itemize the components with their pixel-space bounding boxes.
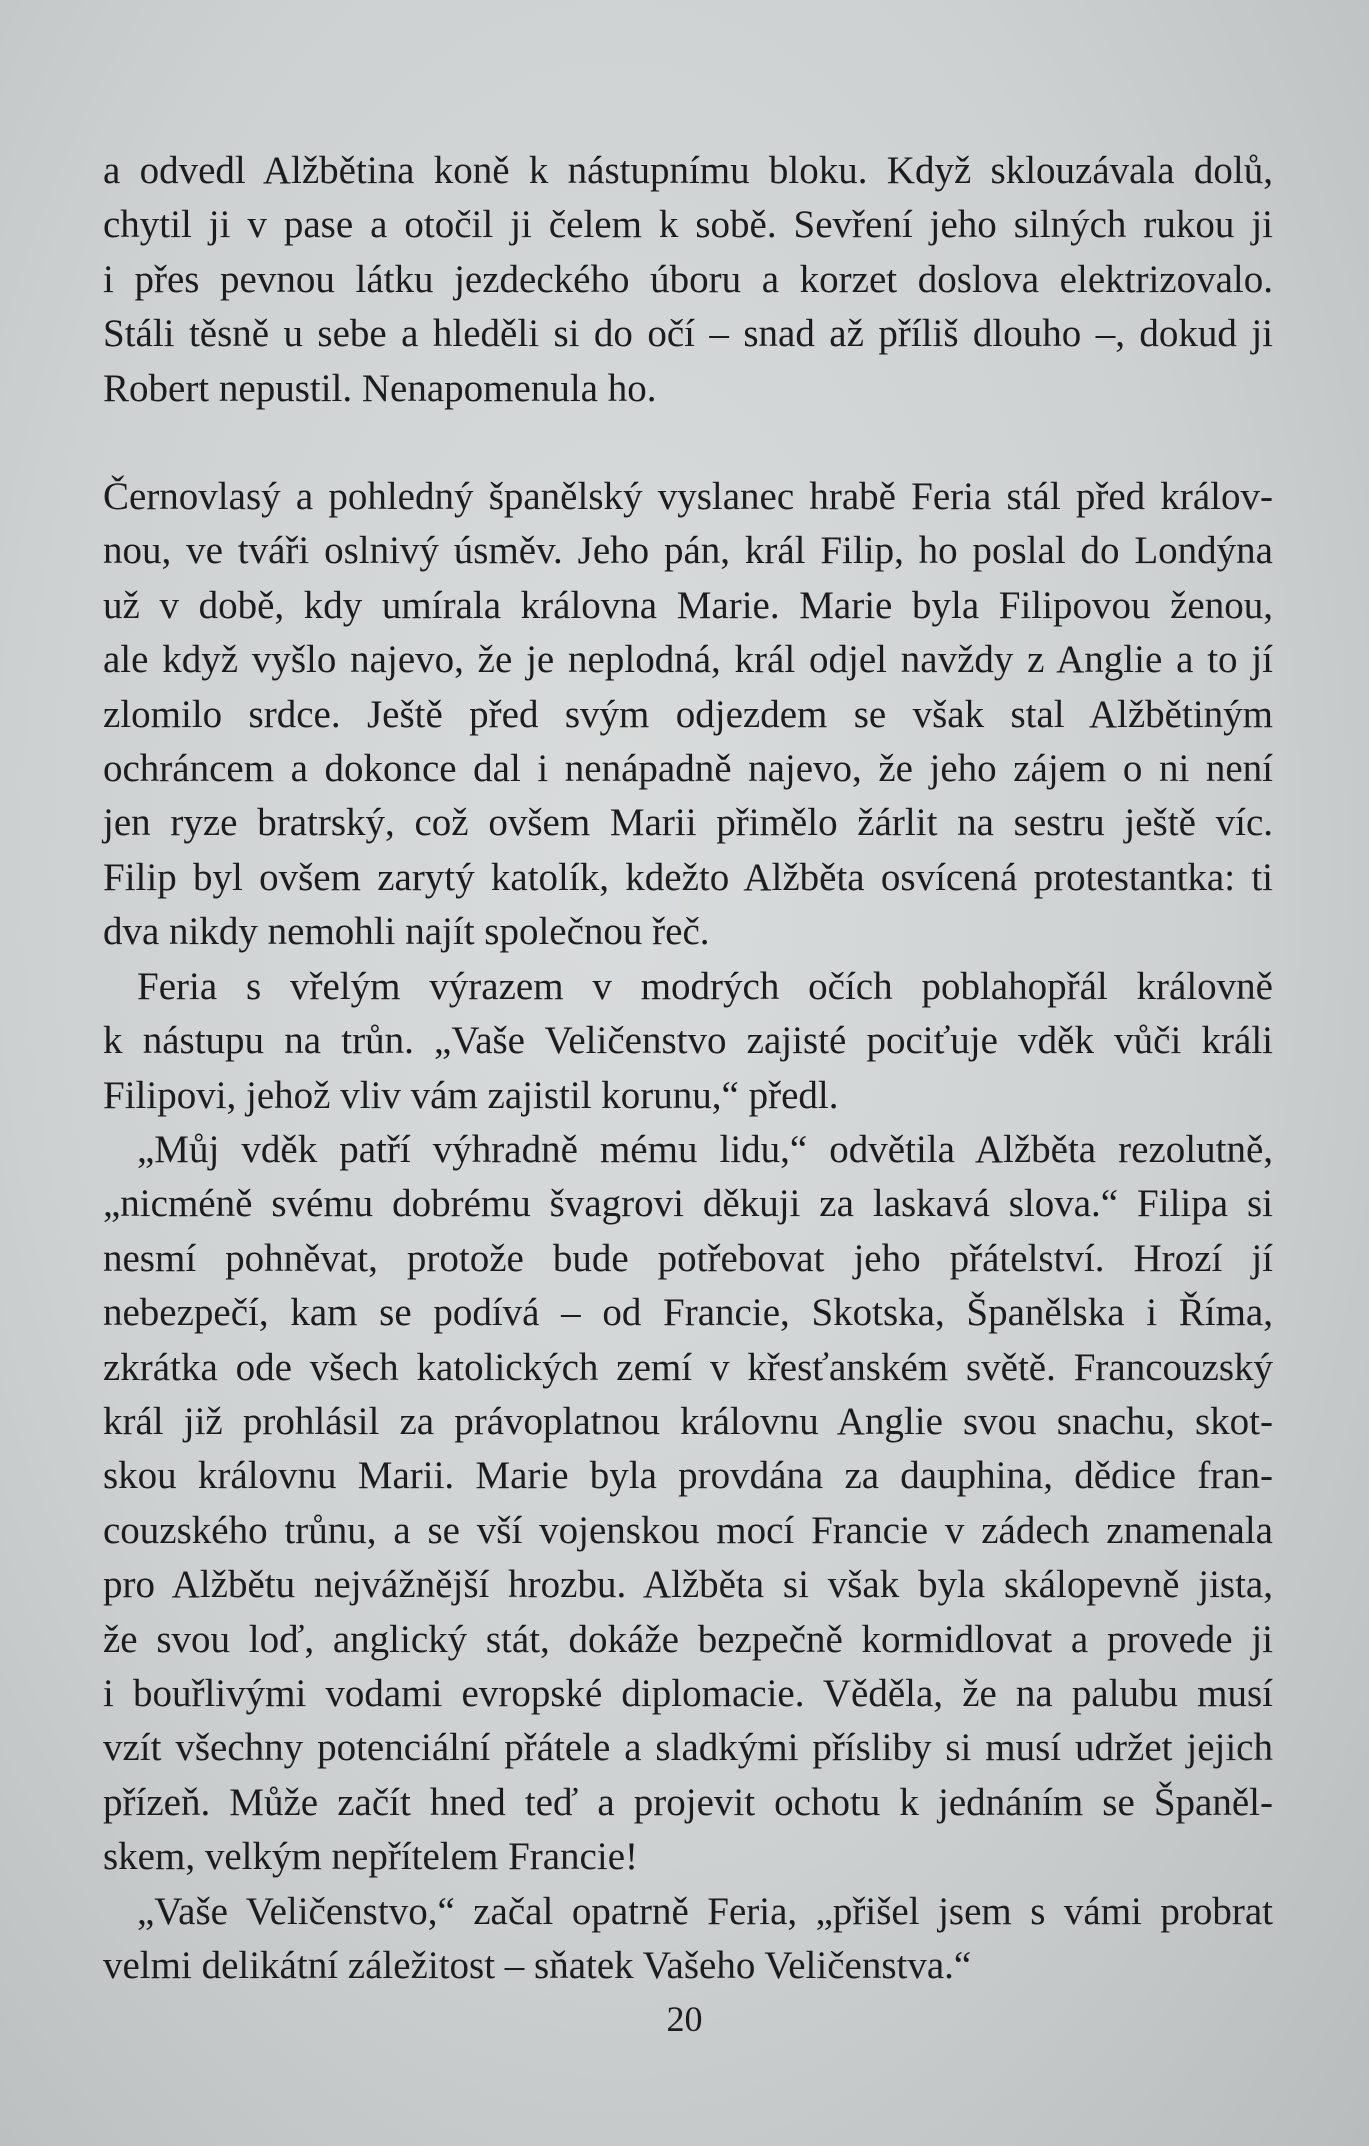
text-line: „nicméně svému dobrému švagrovi děkuji za laskavá slova.“ Filipa si	[103, 1182, 1273, 1226]
text-line: zkrátka ode všech katolických zemí v křesťanském světě. Francouzský	[103, 1345, 1273, 1389]
text-line: jen ryze bratrský, což ovšem Marii přimělo žárlit na sestru ještě víc.	[103, 801, 1273, 845]
text-line: že svou loď, anglický stát, dokáže bezpečně kormidlovat a provede ji	[103, 1617, 1273, 1661]
text-line: skou královnu Marii. Marie byla provdána za dauphina, dědice fran-	[103, 1454, 1273, 1498]
text-line: ochráncem a dokonce dal i nenápadně najevo, že jeho zájem o ni není	[103, 747, 1273, 791]
text-line: k nástupu na trůn. „Vaše Veličenstvo zajisté pociťuje vděk vůči králi	[103, 1019, 1273, 1063]
paragraph	[103, 470, 1273, 960]
text-line: nesmí pohněvat, protože bude potřebovat jeho přátelství. Hrozí jí	[103, 1236, 1273, 1280]
text-line: a odvedl Alžbětina koně k nástupnímu bloku. Když sklouzávala dolů,	[103, 149, 1273, 192]
paragraph	[103, 1123, 1273, 1885]
text-line: už v době, kdy umírala královna Marie. Marie byla Filipovou ženou,	[103, 583, 1273, 627]
text-line: pro Alžbětu nejvážnější hrozbu. Alžběta si však byla skálopevně jista,	[103, 1563, 1273, 1607]
text-line: Robert nepustil. Nenapomenula ho.	[103, 366, 657, 410]
text-line: nou, ve tváři oslnivý úsměv. Jeho pán, král Filip, ho poslal do Londýna	[103, 529, 1273, 573]
text-line: couzského trůnu, a se vší vojenskou mocí Francie v zádech znamenala	[103, 1508, 1273, 1552]
text-line: přízeň. Může začít hned teď a projevit ochotu k jednáním se Španěl-	[103, 1780, 1273, 1824]
text-line: velmi delikátní záležitost – sňatek Vašeho Veličenstva.“	[103, 1944, 972, 1987]
text-line: ale když vyšlo najevo, že je neplodná, král odjel navždy z Anglie a to jí	[103, 638, 1273, 682]
page-number: 20	[666, 1999, 703, 2039]
text-line: Stáli těsně u sebe a hleděli si do očí – snad až příliš dlouho –, dokud ji	[103, 312, 1273, 356]
text-line: „Vaše Veličenstvo,“ začal opatrně Feria, „přišel jsem s vámi probrat	[137, 1889, 1273, 1933]
paragraph	[103, 960, 1273, 1123]
text-line: nebezpečí, kam se podívá – od Francie, Skotska, Španělska i Říma,	[103, 1291, 1273, 1335]
text-line: král již prohlásil za právoplatnou královnu Anglie svou snachu, skot-	[103, 1399, 1273, 1443]
text-line: vzít všechny potenciální přátele a sladkými přísliby si musí udržet jejich	[103, 1726, 1273, 1770]
text-line: Filipovi, jehož vliv vám zajistil korunu,“ předl.	[103, 1073, 839, 1117]
section-break	[103, 416, 1273, 470]
body-text	[103, 144, 1273, 1993]
text-line: Filip byl ovšem zarytý katolík, kdežto Alžběta osvícená protestantka: ti	[103, 855, 1273, 899]
text-line: i přes pevnou látku jezdeckého úboru a korzet doslova elektrizovalo.	[103, 257, 1273, 301]
text-line: chytil ji v pase a otočil ji čelem k sobě. Sevření jeho silných rukou ji	[103, 203, 1273, 247]
text-line: dva nikdy nemohli najít společnou řeč.	[103, 910, 710, 954]
text-line: Feria s vřelým výrazem v modrých očích poblahopřál královně	[137, 964, 1273, 1008]
text-line: zlomilo srdce. Ještě před svým odjezdem se však stal Alžbětiným	[103, 692, 1273, 736]
text-line: i bouřlivými vodami evropské diplomacie. Věděla, že na palubu musí	[103, 1671, 1273, 1715]
text-line: „Můj vděk patří výhradně mému lidu,“ odvětila Alžběta rezolutně,	[137, 1127, 1273, 1171]
paragraph	[103, 144, 1273, 416]
text-line: skem, velkým nepřítelem Francie!	[103, 1835, 638, 1879]
paragraph	[103, 1885, 1273, 1994]
text-line: Černovlasý a pohledný španělský vyslanec hrabě Feria stál před králov-	[103, 475, 1273, 519]
